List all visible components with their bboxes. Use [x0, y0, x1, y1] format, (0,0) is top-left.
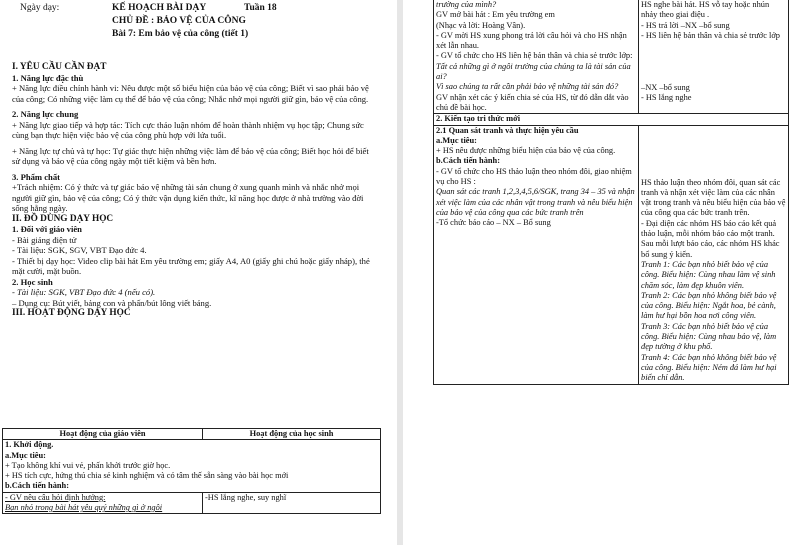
section-row: 2. Kiến tạo tri thức mới	[434, 114, 789, 125]
section-heading: II. ĐỒ DÙNG DẠY HỌC	[12, 213, 114, 224]
paragraph: +Trách nhiệm: Có ý thức và tự giác bảo vệ những tài sản chung ở xung quanh mình và nhắc nhở mọi người giữ gìn, bảo vệ của công; Có ý thức vận dụng kiến thức, kĩ năng học được ở nhà trường vào đời sống hằng ngày.	[12, 182, 364, 213]
cell-text: –NX –bổ sung	[641, 83, 690, 93]
row-heading: b.Cách tiến hành:	[436, 156, 500, 166]
row-heading: a.Mục tiêu:	[436, 135, 477, 145]
cell-text: - GV tổ chức cho HS liên hệ bản thân và chia sẻ trước lớp:	[436, 51, 633, 61]
cell-text: Tranh 3: Các bạn nhỏ biết bảo vệ của công. Biểu hiện: Cùng nhau bảo vệ, làm đẹp tường ở khu phố.	[641, 321, 777, 352]
cell-text: Bạn nhỏ trong bài hát yêu quý những gì ở ngôi	[5, 503, 163, 513]
cell-text: - GV mời HS xung phong trả lời câu hỏi và cho HS nhận xét lẫn nhau.	[436, 30, 627, 51]
paragraph: - Bài giảng điện tử	[12, 234, 77, 245]
topic-title: CHỦ ĐỀ : BẢO VỆ CỦA CÔNG	[112, 16, 246, 26]
cell-text: - GV tổ chức cho HS thảo luận theo nhóm đôi, giao nhiệm vụ cho HS :	[436, 166, 632, 187]
teacher-cell	[434, 0, 639, 114]
cell-text: (Nhạc và lời: Hoàng Vân).	[436, 20, 526, 30]
section-heading: I. YÊU CẦU CẦN ĐẠT	[12, 62, 107, 72]
column-header: Hoạt động của giáo viên	[3, 429, 203, 440]
cell-text: HS nghe bài hát. HS vỗ tay hoặc nhún nhảy theo giai điệu .	[641, 0, 770, 20]
cell-text: + HS nêu được những biểu hiện của bảo vệ của công.	[436, 146, 616, 156]
column-header: Hoạt động của học sinh	[203, 429, 381, 440]
paragraph: - Tài liệu: SGK, SGV, VBT Đạo đức 4.	[12, 245, 147, 255]
cell-text: trường của mình?	[436, 0, 497, 9]
cell-text: - Đại diện các nhóm HS báo cáo kết quả thảo luận, mỗi nhóm báo cáo một tranh. Sau mỗi lượt báo cáo, các nhóm HS khác bổ sung ý kiến.	[641, 218, 780, 259]
teacher-cell	[434, 125, 639, 384]
lesson-title: Bài 7: Em bảo vệ của công (tiết 1)	[112, 29, 249, 39]
cell-text: Tranh 2: Các bạn nhỏ không biết bảo vệ của công. Biểu hiện: Ngắt hoa, bẻ cành, làm hư hại bồn hoa nơi công viên.	[641, 290, 777, 321]
activity-table-continued	[433, 0, 789, 385]
paragraph: – Dụng cụ: Bút viết, bảng con và phấn/bút lông viết bảng.	[12, 297, 212, 308]
row-heading: a.Mục tiêu:	[5, 450, 46, 460]
body-text	[12, 62, 372, 319]
row-heading: b.Cách tiến hành:	[5, 481, 69, 491]
cell-text: Tranh 1: Các bạn nhỏ biết bảo vệ của công. Biểu hiện: Cùng nhau làm vệ sinh chăm sóc, làm đẹp khuôn viên.	[641, 259, 776, 290]
cell-text: Vì sao chúng ta rất cần phải bảo vệ những tài sản đó?	[436, 82, 619, 92]
cell-text-inline: GV mở bài hát : Em yêu trường em	[436, 10, 555, 20]
sub-heading: 1. Đối với giáo viên	[12, 224, 82, 234]
paragraph: - Tài liệu: SGK, VBT Đạo đức 4 (nếu có).	[12, 287, 156, 297]
cell-text: -HS lắng nghe, suy nghĩ	[205, 492, 287, 502]
cell-text	[436, 10, 636, 20]
paragraph: + Năng lực tự chủ và tự học: Tự giác thực hiện những việc làm để bảo vệ của công; Biết học hỏi để biết sử dụng và bảo vệ của công ngày một tiết kiệm và bền hơn.	[12, 145, 369, 166]
cell-text: GV nhận xét các ý kiến chia sẻ của HS, từ đó dẫn dắt vào chủ đề bài học.	[436, 92, 629, 112]
cell-text: - HS lắng nghe	[641, 93, 692, 103]
student-cell	[203, 492, 381, 514]
cell-text: -Tổ chức báo cáo – NX – Bổ sung	[436, 218, 551, 228]
student-cell	[639, 125, 789, 384]
cell-text: Tranh 4: Các bạn nhỏ không biết bảo vệ của công. Biểu hiện: Ném đá làm hư hại biển chỉ dẫn.	[641, 352, 777, 383]
right-page	[403, 0, 794, 545]
plan-title: KẾ HOẠCH BÀI DẠY	[112, 3, 207, 13]
week-label: Tuần 18	[244, 3, 277, 13]
cell-text: - GV nêu câu hỏi định hướng:	[5, 492, 106, 502]
table-row	[3, 440, 381, 492]
row-text: + HS tích cực, hứng thú chia sẻ kinh nghiệm và có tâm thế sẵn sàng vào bài học mới	[5, 471, 289, 481]
activity-table	[2, 428, 381, 514]
row-heading: 1. Khởi động.	[5, 440, 54, 450]
cell-text: - HS trả lời –NX –bổ sung	[641, 20, 730, 30]
cell-text: HS thảo luận theo nhóm đôi, quan sát các tranh và nhận xét việc làm của các nhân vật trong tranh và nêu biểu hiện của bảo vệ của công qua các bức tranh trên.	[641, 177, 786, 218]
student-cell	[639, 0, 789, 114]
cell-text: Tất cả những gì ở ngôi trường của chúng ta là tài sản của ai?	[436, 61, 631, 82]
cell-text: Quan sát các tranh 1,2,3,4,5,6/SGK, trang 34 – 35 và nhận xét việc làm của các nhân vật trong tranh và nêu biểu hiện của bảo vệ của công qua các bức tranh trên	[436, 187, 635, 217]
sub-heading: 2. Học sinh	[12, 276, 53, 287]
paragraph: + Năng lực giao tiếp và hợp tác: Tích cực thảo luận nhóm để hoàn thành nhiệm vụ học tập; Chung sức cùng bạn thực hiện việc bảo vệ của công phù hợp với lứa tuổi.	[12, 119, 364, 140]
sub-heading: 3. Phẩm chất	[12, 171, 60, 182]
row-heading: 2.1 Quan sát tranh và thực hiện yêu cầu	[436, 125, 579, 135]
sub-heading: 2. Năng lực chung	[12, 109, 79, 119]
teacher-cell	[3, 492, 203, 514]
date-label: Ngày dạy:	[20, 3, 60, 13]
paragraph: - Thiết bị dạy học: Video clip bài hát Em yêu trường em; giấy A4, A0 (giấy ghi chú hoặc giấy nháp), thẻ mặt cười, mặt buồn.	[12, 255, 370, 276]
sub-heading: 1. Năng lực đặc thù	[12, 72, 84, 83]
cell-text: - HS liên hệ bản thân và chia sẻ trước lớp	[641, 30, 780, 40]
paragraph: + Năng lực điều chỉnh hành vi: Nêu được một số biểu hiện của bảo vệ của công; Biết vì sao phải bảo vệ của công; Có những việc làm cụ thể để bảo vệ của công; Nhắc nhở mọi người giữ gìn, bảo vệ của công.	[12, 83, 369, 104]
section-heading: III. HOẠT ĐỘNG DẠY HỌC	[12, 308, 131, 318]
row-text: + Tạo không khí vui vẻ, phấn khởi trước giờ học.	[5, 460, 171, 470]
lesson-header	[0, 0, 397, 42]
